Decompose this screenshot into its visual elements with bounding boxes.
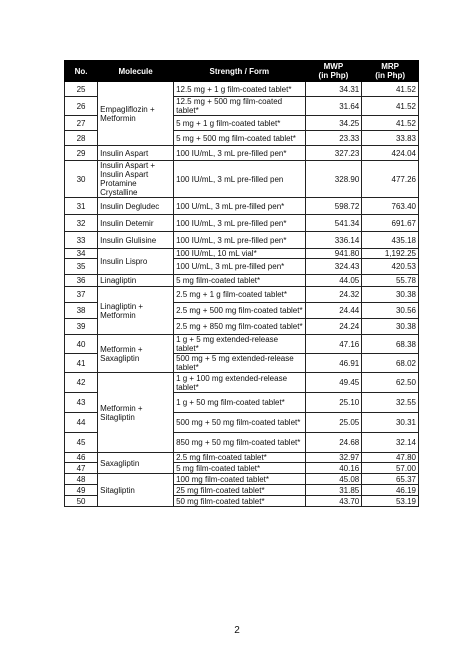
column-header-mrp: MRP (in Php)	[362, 61, 419, 82]
cell-no: 42	[65, 373, 98, 393]
cell-molecule: Insulin Degludec	[98, 198, 174, 215]
cell-mwp: 34.31	[305, 82, 362, 97]
cell-strength: 100 U/mL, 3 mL pre-filled pen*	[174, 259, 306, 275]
cell-mwp: 25.05	[305, 413, 362, 433]
cell-mrp: 68.02	[362, 354, 419, 373]
cell-mrp: 435.18	[362, 232, 419, 249]
cell-mrp: 763.40	[362, 198, 419, 215]
cell-no: 27	[65, 116, 98, 131]
cell-no: 35	[65, 259, 98, 275]
cell-molecule: Insulin Aspart + Insulin Aspart Protamine Crystalline	[98, 161, 174, 198]
cell-molecule: Linagliptin + Metformin	[98, 287, 174, 335]
cell-mwp: 328.90	[305, 161, 362, 198]
cell-mrp: 691.67	[362, 215, 419, 232]
cell-strength: 2.5 mg + 1 g film-coated tablet*	[174, 287, 306, 303]
cell-mrp: 424.04	[362, 146, 419, 161]
cell-molecule: Metformin + Saxagliptin	[98, 335, 174, 373]
cell-mwp: 941.80	[305, 249, 362, 259]
cell-mrp: 477.26	[362, 161, 419, 198]
cell-molecule: Insulin Aspart	[98, 146, 174, 161]
cell-mrp: 41.52	[362, 82, 419, 97]
table-row	[65, 215, 419, 232]
cell-mrp: 57.00	[362, 463, 419, 474]
cell-mrp: 30.38	[362, 319, 419, 335]
table-row	[65, 474, 419, 485]
cell-molecule: Empagliflozin + Metformin	[98, 82, 174, 146]
cell-mrp: 41.52	[362, 116, 419, 131]
cell-mwp: 24.32	[305, 287, 362, 303]
table-row	[65, 373, 419, 393]
cell-molecule: Metformin + Sitagliptin	[98, 373, 174, 453]
cell-mrp: 46.19	[362, 485, 419, 496]
cell-mrp: 55.78	[362, 275, 419, 287]
cell-strength: 2.5 mg + 850 mg film-coated tablet*	[174, 319, 306, 335]
cell-no: 29	[65, 146, 98, 161]
cell-mwp: 34.25	[305, 116, 362, 131]
cell-mrp: 30.31	[362, 413, 419, 433]
cell-strength: 5 mg + 1 g film-coated tablet*	[174, 116, 306, 131]
cell-strength: 25 mg film-coated tablet*	[174, 485, 306, 496]
column-header-mwp: MWP (in Php)	[305, 61, 362, 82]
cell-strength: 12.5 mg + 1 g film-coated tablet*	[174, 82, 306, 97]
cell-mrp: 1,192.25	[362, 249, 419, 259]
cell-mrp: 32.14	[362, 433, 419, 453]
cell-mwp: 45.08	[305, 474, 362, 485]
cell-no: 40	[65, 335, 98, 354]
cell-mwp: 24.44	[305, 303, 362, 319]
cell-molecule: Sitagliptin	[98, 474, 174, 507]
cell-mrp: 33.83	[362, 131, 419, 146]
cell-mrp: 420.53	[362, 259, 419, 275]
cell-mwp: 541.34	[305, 215, 362, 232]
cell-strength: 5 mg + 500 mg film-coated tablet*	[174, 131, 306, 146]
cell-strength: 850 mg + 50 mg film-coated tablet*	[174, 433, 306, 453]
cell-no: 39	[65, 319, 98, 335]
cell-strength: 5 mg film-coated tablet*	[174, 275, 306, 287]
cell-strength: 2.5 mg + 500 mg film-coated tablet*	[174, 303, 306, 319]
cell-mrp: 32.55	[362, 393, 419, 413]
cell-no: 47	[65, 463, 98, 474]
cell-strength: 100 U/mL, 3 mL pre-filled pen*	[174, 198, 306, 215]
cell-no: 28	[65, 131, 98, 146]
column-header-no: No.	[65, 61, 98, 82]
cell-strength: 100 IU/mL, 3 mL pre-filled pen	[174, 161, 306, 198]
table-row	[65, 335, 419, 354]
cell-no: 46	[65, 453, 98, 463]
cell-mwp: 324.43	[305, 259, 362, 275]
cell-mwp: 40.16	[305, 463, 362, 474]
cell-mwp: 24.68	[305, 433, 362, 453]
cell-mrp: 62.50	[362, 373, 419, 393]
drug-price-table	[64, 60, 419, 507]
table-row	[65, 232, 419, 249]
cell-no: 26	[65, 97, 98, 116]
table-body	[65, 82, 419, 507]
cell-strength: 100 IU/mL, 3 mL pre-filled pen*	[174, 215, 306, 232]
cell-mrp: 41.52	[362, 97, 419, 116]
cell-no: 34	[65, 249, 98, 259]
cell-no: 30	[65, 161, 98, 198]
cell-strength: 1 g + 100 mg extended-release tablet*	[174, 373, 306, 393]
cell-mwp: 23.33	[305, 131, 362, 146]
cell-strength: 500 mg + 50 mg film-coated tablet*	[174, 413, 306, 433]
table-header-row	[65, 61, 419, 82]
cell-strength: 100 IU/mL, 3 mL pre-filled pen*	[174, 232, 306, 249]
cell-strength: 1 g + 50 mg film-coated tablet*	[174, 393, 306, 413]
cell-no: 50	[65, 496, 98, 507]
cell-strength: 100 mg film-coated tablet*	[174, 474, 306, 485]
cell-no: 41	[65, 354, 98, 373]
cell-molecule: Insulin Glulisine	[98, 232, 174, 249]
cell-mwp: 336.14	[305, 232, 362, 249]
cell-mwp: 598.72	[305, 198, 362, 215]
cell-molecule: Insulin Lispro	[98, 249, 174, 275]
cell-strength: 12.5 mg + 500 mg film-coated tablet*	[174, 97, 306, 116]
cell-mwp: 32.97	[305, 453, 362, 463]
table-row	[65, 82, 419, 97]
cell-no: 43	[65, 393, 98, 413]
cell-mrp: 30.56	[362, 303, 419, 319]
table-row	[65, 249, 419, 259]
cell-mwp: 24.24	[305, 319, 362, 335]
table-row	[65, 275, 419, 287]
cell-strength: 500 mg + 5 mg extended-release tablet*	[174, 354, 306, 373]
table-row	[65, 161, 419, 198]
cell-mrp: 53.19	[362, 496, 419, 507]
cell-no: 36	[65, 275, 98, 287]
cell-mwp: 44.05	[305, 275, 362, 287]
table-row	[65, 287, 419, 303]
cell-molecule: Saxagliptin	[98, 453, 174, 474]
cell-no: 38	[65, 303, 98, 319]
cell-mwp: 25.10	[305, 393, 362, 413]
cell-mwp: 49.45	[305, 373, 362, 393]
cell-molecule: Linagliptin	[98, 275, 174, 287]
cell-no: 31	[65, 198, 98, 215]
cell-mrp: 68.38	[362, 335, 419, 354]
cell-no: 44	[65, 413, 98, 433]
cell-no: 49	[65, 485, 98, 496]
table-row	[65, 146, 419, 161]
cell-mrp: 47.80	[362, 453, 419, 463]
table-row	[65, 198, 419, 215]
cell-no: 45	[65, 433, 98, 453]
cell-mwp: 327.23	[305, 146, 362, 161]
cell-strength: 100 IU/mL, 3 mL pre-filled pen*	[174, 146, 306, 161]
cell-no: 48	[65, 474, 98, 485]
cell-strength: 50 mg film-coated tablet*	[174, 496, 306, 507]
cell-no: 37	[65, 287, 98, 303]
cell-molecule: Insulin Detemir	[98, 215, 174, 232]
table-row	[65, 453, 419, 463]
cell-no: 25	[65, 82, 98, 97]
cell-no: 32	[65, 215, 98, 232]
page-number: 2	[234, 625, 240, 636]
cell-mwp: 46.91	[305, 354, 362, 373]
cell-mwp: 47.16	[305, 335, 362, 354]
cell-mrp: 30.38	[362, 287, 419, 303]
cell-strength: 100 IU/mL, 10 mL vial*	[174, 249, 306, 259]
cell-mwp: 31.85	[305, 485, 362, 496]
cell-no: 33	[65, 232, 98, 249]
cell-strength: 5 mg film-coated tablet*	[174, 463, 306, 474]
cell-strength: 1 g + 5 mg extended-release tablet*	[174, 335, 306, 354]
column-header-strength: Strength / Form	[174, 61, 306, 82]
column-header-molecule: Molecule	[98, 61, 174, 82]
cell-strength: 2.5 mg film-coated tablet*	[174, 453, 306, 463]
cell-mwp: 31.64	[305, 97, 362, 116]
cell-mwp: 43.70	[305, 496, 362, 507]
cell-mrp: 65.37	[362, 474, 419, 485]
